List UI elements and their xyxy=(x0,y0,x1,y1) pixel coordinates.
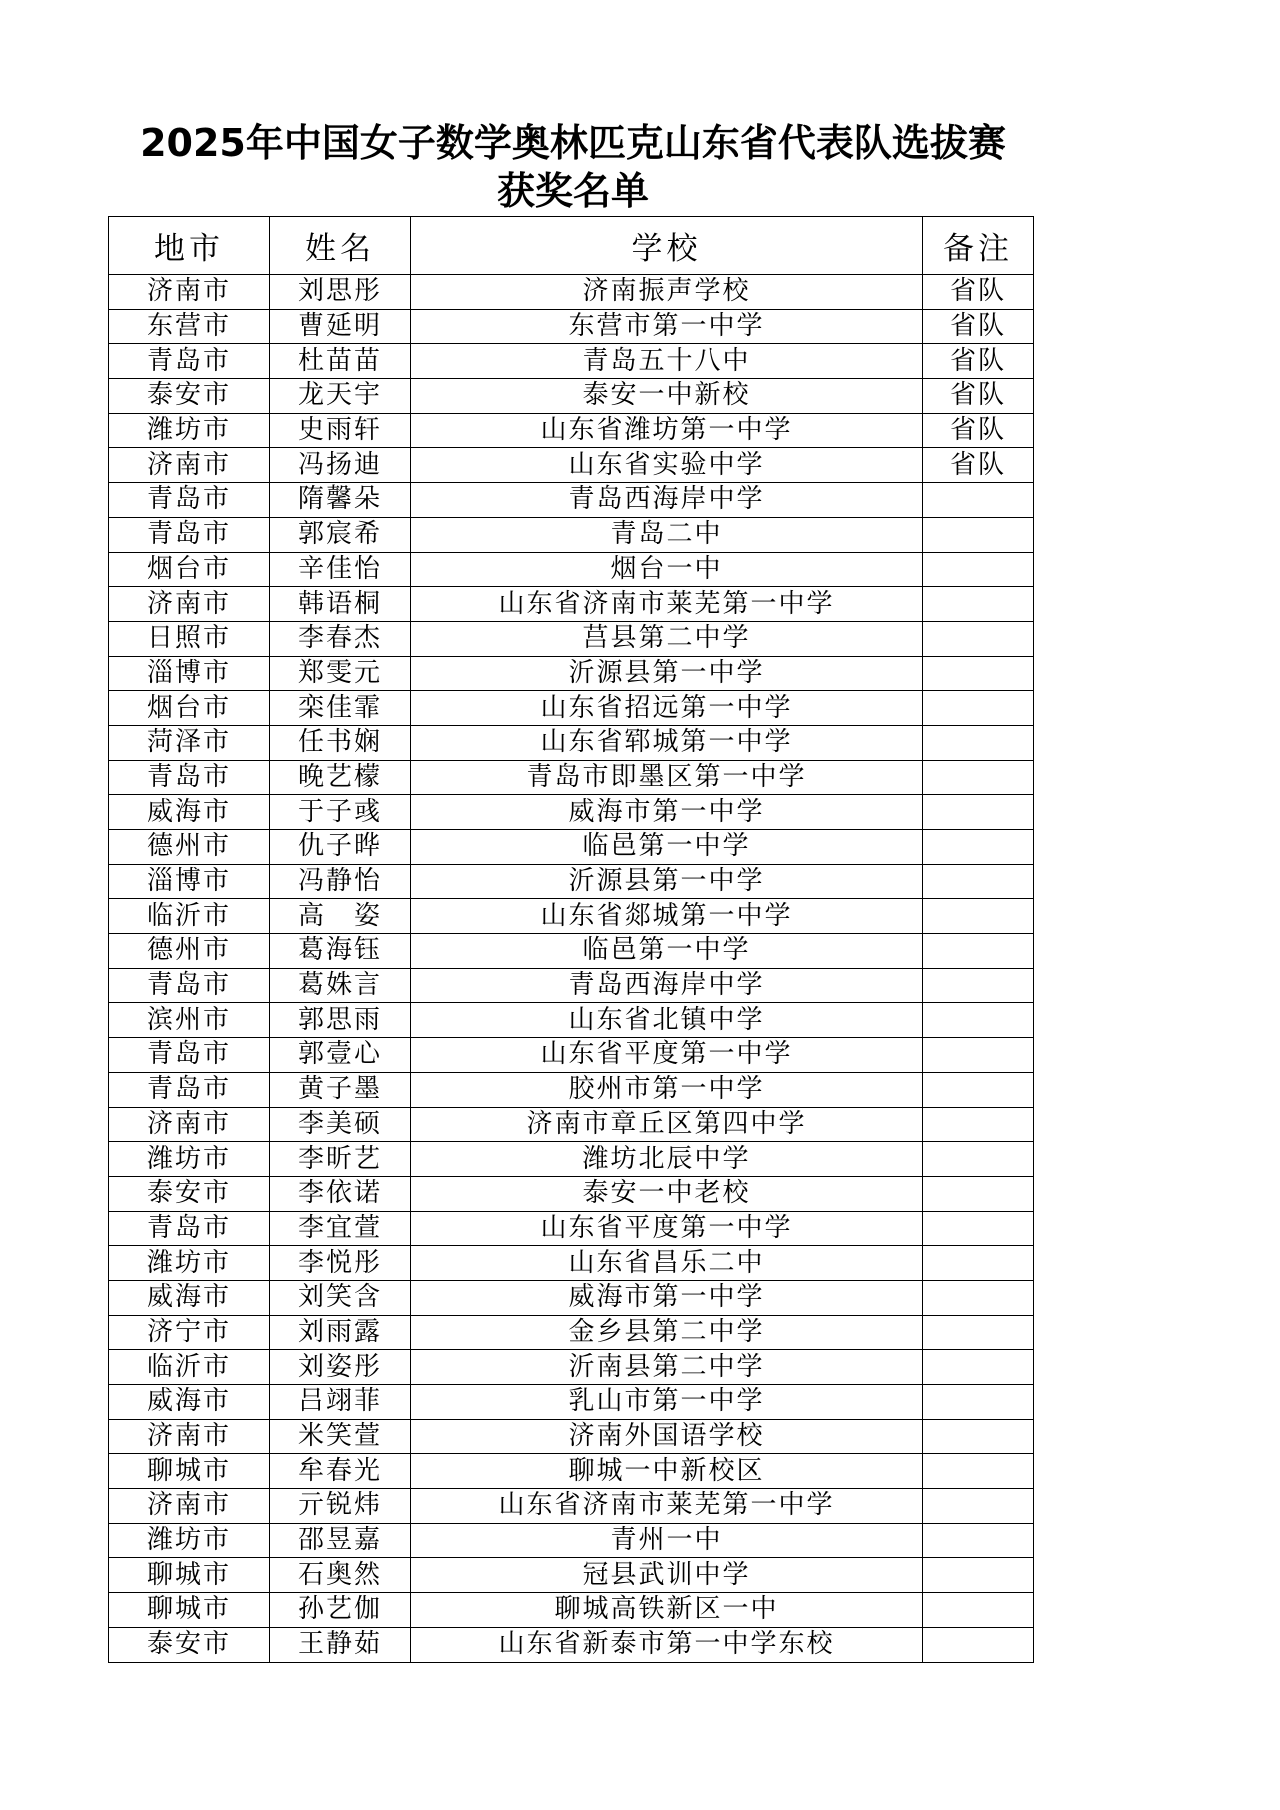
cell-city: 威海市 xyxy=(109,1385,270,1420)
cell-school: 济南外国语学校 xyxy=(411,1419,923,1454)
table-row xyxy=(109,1003,1034,1038)
table-row xyxy=(109,379,1034,414)
cell-city: 泰安市 xyxy=(109,1627,270,1662)
table-row xyxy=(109,1454,1034,1489)
cell-name: 石奥然 xyxy=(270,1558,411,1593)
cell-city: 青岛市 xyxy=(109,1072,270,1107)
table-row xyxy=(109,899,1034,934)
cell-name: 刘笑含 xyxy=(270,1280,411,1315)
cell-school: 山东省济南市莱芜第一中学 xyxy=(411,1489,923,1524)
cell-note xyxy=(923,725,1034,760)
cell-school: 莒县第二中学 xyxy=(411,621,923,656)
table-row xyxy=(109,309,1034,344)
cell-name: 曹延明 xyxy=(270,309,411,344)
table-row xyxy=(109,517,1034,552)
cell-name: 栾佳霏 xyxy=(270,691,411,726)
table-row xyxy=(109,1107,1034,1142)
cell-name: 杜苗苗 xyxy=(270,344,411,379)
cell-note xyxy=(923,1315,1034,1350)
table-row xyxy=(109,1489,1034,1524)
cell-note xyxy=(923,1385,1034,1420)
cell-note xyxy=(923,1454,1034,1489)
cell-city: 聊城市 xyxy=(109,1558,270,1593)
cell-school: 临邑第一中学 xyxy=(411,934,923,969)
cell-note xyxy=(923,1350,1034,1385)
cell-note xyxy=(923,552,1034,587)
cell-school: 临邑第一中学 xyxy=(411,830,923,865)
cell-note: 省队 xyxy=(923,379,1034,414)
cell-school: 青岛西海岸中学 xyxy=(411,483,923,518)
cell-city: 威海市 xyxy=(109,795,270,830)
cell-name: 隋馨朵 xyxy=(270,483,411,518)
cell-school: 山东省平度第一中学 xyxy=(411,1038,923,1073)
cell-note xyxy=(923,1142,1034,1177)
cell-name: 仇子晔 xyxy=(270,830,411,865)
cell-note xyxy=(923,1558,1034,1593)
cell-note xyxy=(923,1038,1034,1073)
cell-name: 刘雨露 xyxy=(270,1315,411,1350)
cell-school: 青州一中 xyxy=(411,1523,923,1558)
cell-city: 泰安市 xyxy=(109,379,270,414)
cell-school: 威海市第一中学 xyxy=(411,1280,923,1315)
cell-name: 史雨轩 xyxy=(270,413,411,448)
table-row xyxy=(109,691,1034,726)
cell-city: 潍坊市 xyxy=(109,1246,270,1281)
table-row xyxy=(109,1142,1034,1177)
cell-name: 刘姿彤 xyxy=(270,1350,411,1385)
table-body xyxy=(109,275,1034,1663)
cell-city: 聊城市 xyxy=(109,1454,270,1489)
cell-city: 济南市 xyxy=(109,448,270,483)
cell-school: 沂南县第二中学 xyxy=(411,1350,923,1385)
cell-city: 菏泽市 xyxy=(109,725,270,760)
header-name: 姓名 xyxy=(270,217,411,275)
cell-city: 济南市 xyxy=(109,1107,270,1142)
cell-city: 潍坊市 xyxy=(109,1142,270,1177)
header-city: 地市 xyxy=(109,217,270,275)
cell-city: 潍坊市 xyxy=(109,413,270,448)
cell-city: 济南市 xyxy=(109,1489,270,1524)
cell-school: 泰安一中老校 xyxy=(411,1176,923,1211)
cell-name: 任书娴 xyxy=(270,725,411,760)
cell-note xyxy=(923,795,1034,830)
cell-name: 郭思雨 xyxy=(270,1003,411,1038)
cell-note xyxy=(923,621,1034,656)
cell-school: 金乡县第二中学 xyxy=(411,1315,923,1350)
table-row xyxy=(109,1280,1034,1315)
table-row xyxy=(109,656,1034,691)
table-row xyxy=(109,1315,1034,1350)
table-row xyxy=(109,552,1034,587)
cell-note: 省队 xyxy=(923,309,1034,344)
cell-school: 聊城高铁新区一中 xyxy=(411,1593,923,1628)
cell-city: 济南市 xyxy=(109,587,270,622)
cell-name: 李昕艺 xyxy=(270,1142,411,1177)
cell-city: 日照市 xyxy=(109,621,270,656)
table-row xyxy=(109,275,1034,310)
cell-school: 青岛五十八中 xyxy=(411,344,923,379)
table-row xyxy=(109,760,1034,795)
table-row xyxy=(109,1211,1034,1246)
table-row xyxy=(109,1072,1034,1107)
cell-city: 济南市 xyxy=(109,1419,270,1454)
cell-city: 青岛市 xyxy=(109,517,270,552)
cell-note xyxy=(923,587,1034,622)
cell-school: 沂源县第一中学 xyxy=(411,656,923,691)
cell-note xyxy=(923,1107,1034,1142)
cell-name: 邵昱嘉 xyxy=(270,1523,411,1558)
cell-note xyxy=(923,691,1034,726)
cell-school: 山东省郓城第一中学 xyxy=(411,725,923,760)
table-row xyxy=(109,934,1034,969)
cell-city: 烟台市 xyxy=(109,552,270,587)
cell-name: 于子彧 xyxy=(270,795,411,830)
cell-name: 高 姿 xyxy=(270,899,411,934)
table-row xyxy=(109,1176,1034,1211)
cell-school: 山东省济南市莱芜第一中学 xyxy=(411,587,923,622)
cell-note xyxy=(923,483,1034,518)
cell-name: 王静茹 xyxy=(270,1627,411,1662)
cell-city: 潍坊市 xyxy=(109,1523,270,1558)
table-row xyxy=(109,413,1034,448)
cell-name: 米笑萱 xyxy=(270,1419,411,1454)
page-title: 2025年中国女子数学奥林匹克山东省代表队选拔赛 xyxy=(140,121,1006,165)
cell-school: 山东省实验中学 xyxy=(411,448,923,483)
cell-note xyxy=(923,1003,1034,1038)
cell-city: 青岛市 xyxy=(109,968,270,1003)
cell-name: 龙天宇 xyxy=(270,379,411,414)
cell-name: 葛海钰 xyxy=(270,934,411,969)
cell-city: 临沂市 xyxy=(109,1350,270,1385)
cell-note xyxy=(923,968,1034,1003)
table-row xyxy=(109,621,1034,656)
cell-school: 山东省招远第一中学 xyxy=(411,691,923,726)
table-row xyxy=(109,864,1034,899)
cell-city: 威海市 xyxy=(109,1280,270,1315)
cell-name: 李美硕 xyxy=(270,1107,411,1142)
page-subtitle: 获奖名单 xyxy=(496,169,649,213)
cell-note xyxy=(923,1072,1034,1107)
cell-name: 郭壹心 xyxy=(270,1038,411,1073)
cell-name: 冯扬迪 xyxy=(270,448,411,483)
cell-note xyxy=(923,1523,1034,1558)
cell-city: 滨州市 xyxy=(109,1003,270,1038)
cell-city: 青岛市 xyxy=(109,1038,270,1073)
cell-school: 山东省新泰市第一中学东校 xyxy=(411,1627,923,1662)
table-row xyxy=(109,725,1034,760)
cell-city: 聊城市 xyxy=(109,1593,270,1628)
cell-name: 郑雯元 xyxy=(270,656,411,691)
cell-school: 山东省平度第一中学 xyxy=(411,1211,923,1246)
cell-name: 辛佳怡 xyxy=(270,552,411,587)
cell-school: 济南市章丘区第四中学 xyxy=(411,1107,923,1142)
cell-note xyxy=(923,899,1034,934)
cell-school: 济南振声学校 xyxy=(411,275,923,310)
cell-note: 省队 xyxy=(923,448,1034,483)
cell-name: 郭宸希 xyxy=(270,517,411,552)
cell-city: 淄博市 xyxy=(109,656,270,691)
cell-city: 泰安市 xyxy=(109,1176,270,1211)
cell-city: 德州市 xyxy=(109,934,270,969)
cell-school: 烟台一中 xyxy=(411,552,923,587)
cell-name: 葛姝言 xyxy=(270,968,411,1003)
cell-school: 威海市第一中学 xyxy=(411,795,923,830)
cell-note xyxy=(923,760,1034,795)
cell-school: 青岛西海岸中学 xyxy=(411,968,923,1003)
cell-city: 东营市 xyxy=(109,309,270,344)
cell-city: 青岛市 xyxy=(109,1211,270,1246)
table-header xyxy=(109,217,1034,275)
table-row xyxy=(109,483,1034,518)
cell-name: 黄子墨 xyxy=(270,1072,411,1107)
cell-school: 山东省昌乐二中 xyxy=(411,1246,923,1281)
header-school: 学校 xyxy=(411,217,923,275)
award-table xyxy=(108,216,1034,1663)
table-row xyxy=(109,968,1034,1003)
cell-school: 聊城一中新校区 xyxy=(411,1454,923,1489)
cell-note: 省队 xyxy=(923,275,1034,310)
cell-school: 山东省北镇中学 xyxy=(411,1003,923,1038)
table-row xyxy=(109,1523,1034,1558)
cell-name: 李宜萱 xyxy=(270,1211,411,1246)
cell-name: 亓锐炜 xyxy=(270,1489,411,1524)
cell-note: 省队 xyxy=(923,413,1034,448)
cell-city: 德州市 xyxy=(109,830,270,865)
table-row xyxy=(109,344,1034,379)
cell-name: 李依诺 xyxy=(270,1176,411,1211)
cell-note xyxy=(923,517,1034,552)
cell-school: 胶州市第一中学 xyxy=(411,1072,923,1107)
table-header-row xyxy=(109,217,1034,275)
cell-name: 吕翊菲 xyxy=(270,1385,411,1420)
cell-note xyxy=(923,1489,1034,1524)
table-row xyxy=(109,830,1034,865)
cell-name: 孙艺伽 xyxy=(270,1593,411,1628)
cell-note xyxy=(923,1627,1034,1662)
cell-note xyxy=(923,1246,1034,1281)
cell-city: 烟台市 xyxy=(109,691,270,726)
cell-note xyxy=(923,1419,1034,1454)
table-row xyxy=(109,1350,1034,1385)
cell-note: 省队 xyxy=(923,344,1034,379)
cell-name: 刘思彤 xyxy=(270,275,411,310)
cell-note xyxy=(923,656,1034,691)
table-row xyxy=(109,1038,1034,1073)
cell-name: 冯静怡 xyxy=(270,864,411,899)
cell-city: 临沂市 xyxy=(109,899,270,934)
cell-city: 青岛市 xyxy=(109,760,270,795)
cell-note xyxy=(923,934,1034,969)
cell-school: 青岛二中 xyxy=(411,517,923,552)
table-row xyxy=(109,1419,1034,1454)
cell-school: 青岛市即墨区第一中学 xyxy=(411,760,923,795)
cell-school: 东营市第一中学 xyxy=(411,309,923,344)
cell-city: 青岛市 xyxy=(109,483,270,518)
table-row xyxy=(109,587,1034,622)
header-note: 备注 xyxy=(923,217,1034,275)
table-row xyxy=(109,1246,1034,1281)
cell-school: 山东省潍坊第一中学 xyxy=(411,413,923,448)
table-row xyxy=(109,1558,1034,1593)
cell-school: 乳山市第一中学 xyxy=(411,1385,923,1420)
table-row xyxy=(109,448,1034,483)
cell-name: 牟春光 xyxy=(270,1454,411,1489)
table-row xyxy=(109,1593,1034,1628)
cell-name: 李春杰 xyxy=(270,621,411,656)
cell-school: 山东省郯城第一中学 xyxy=(411,899,923,934)
cell-city: 济南市 xyxy=(109,275,270,310)
table-row xyxy=(109,795,1034,830)
cell-school: 潍坊北辰中学 xyxy=(411,1142,923,1177)
cell-note xyxy=(923,864,1034,899)
cell-name: 晚艺檬 xyxy=(270,760,411,795)
table-row xyxy=(109,1385,1034,1420)
cell-name: 李悦彤 xyxy=(270,1246,411,1281)
table-row xyxy=(109,1627,1034,1662)
cell-city: 青岛市 xyxy=(109,344,270,379)
cell-name: 韩语桐 xyxy=(270,587,411,622)
cell-school: 泰安一中新校 xyxy=(411,379,923,414)
cell-school: 沂源县第一中学 xyxy=(411,864,923,899)
cell-city: 淄博市 xyxy=(109,864,270,899)
cell-note xyxy=(923,830,1034,865)
cell-note xyxy=(923,1211,1034,1246)
cell-note xyxy=(923,1593,1034,1628)
cell-note xyxy=(923,1280,1034,1315)
cell-note xyxy=(923,1176,1034,1211)
cell-city: 济宁市 xyxy=(109,1315,270,1350)
cell-school: 冠县武训中学 xyxy=(411,1558,923,1593)
